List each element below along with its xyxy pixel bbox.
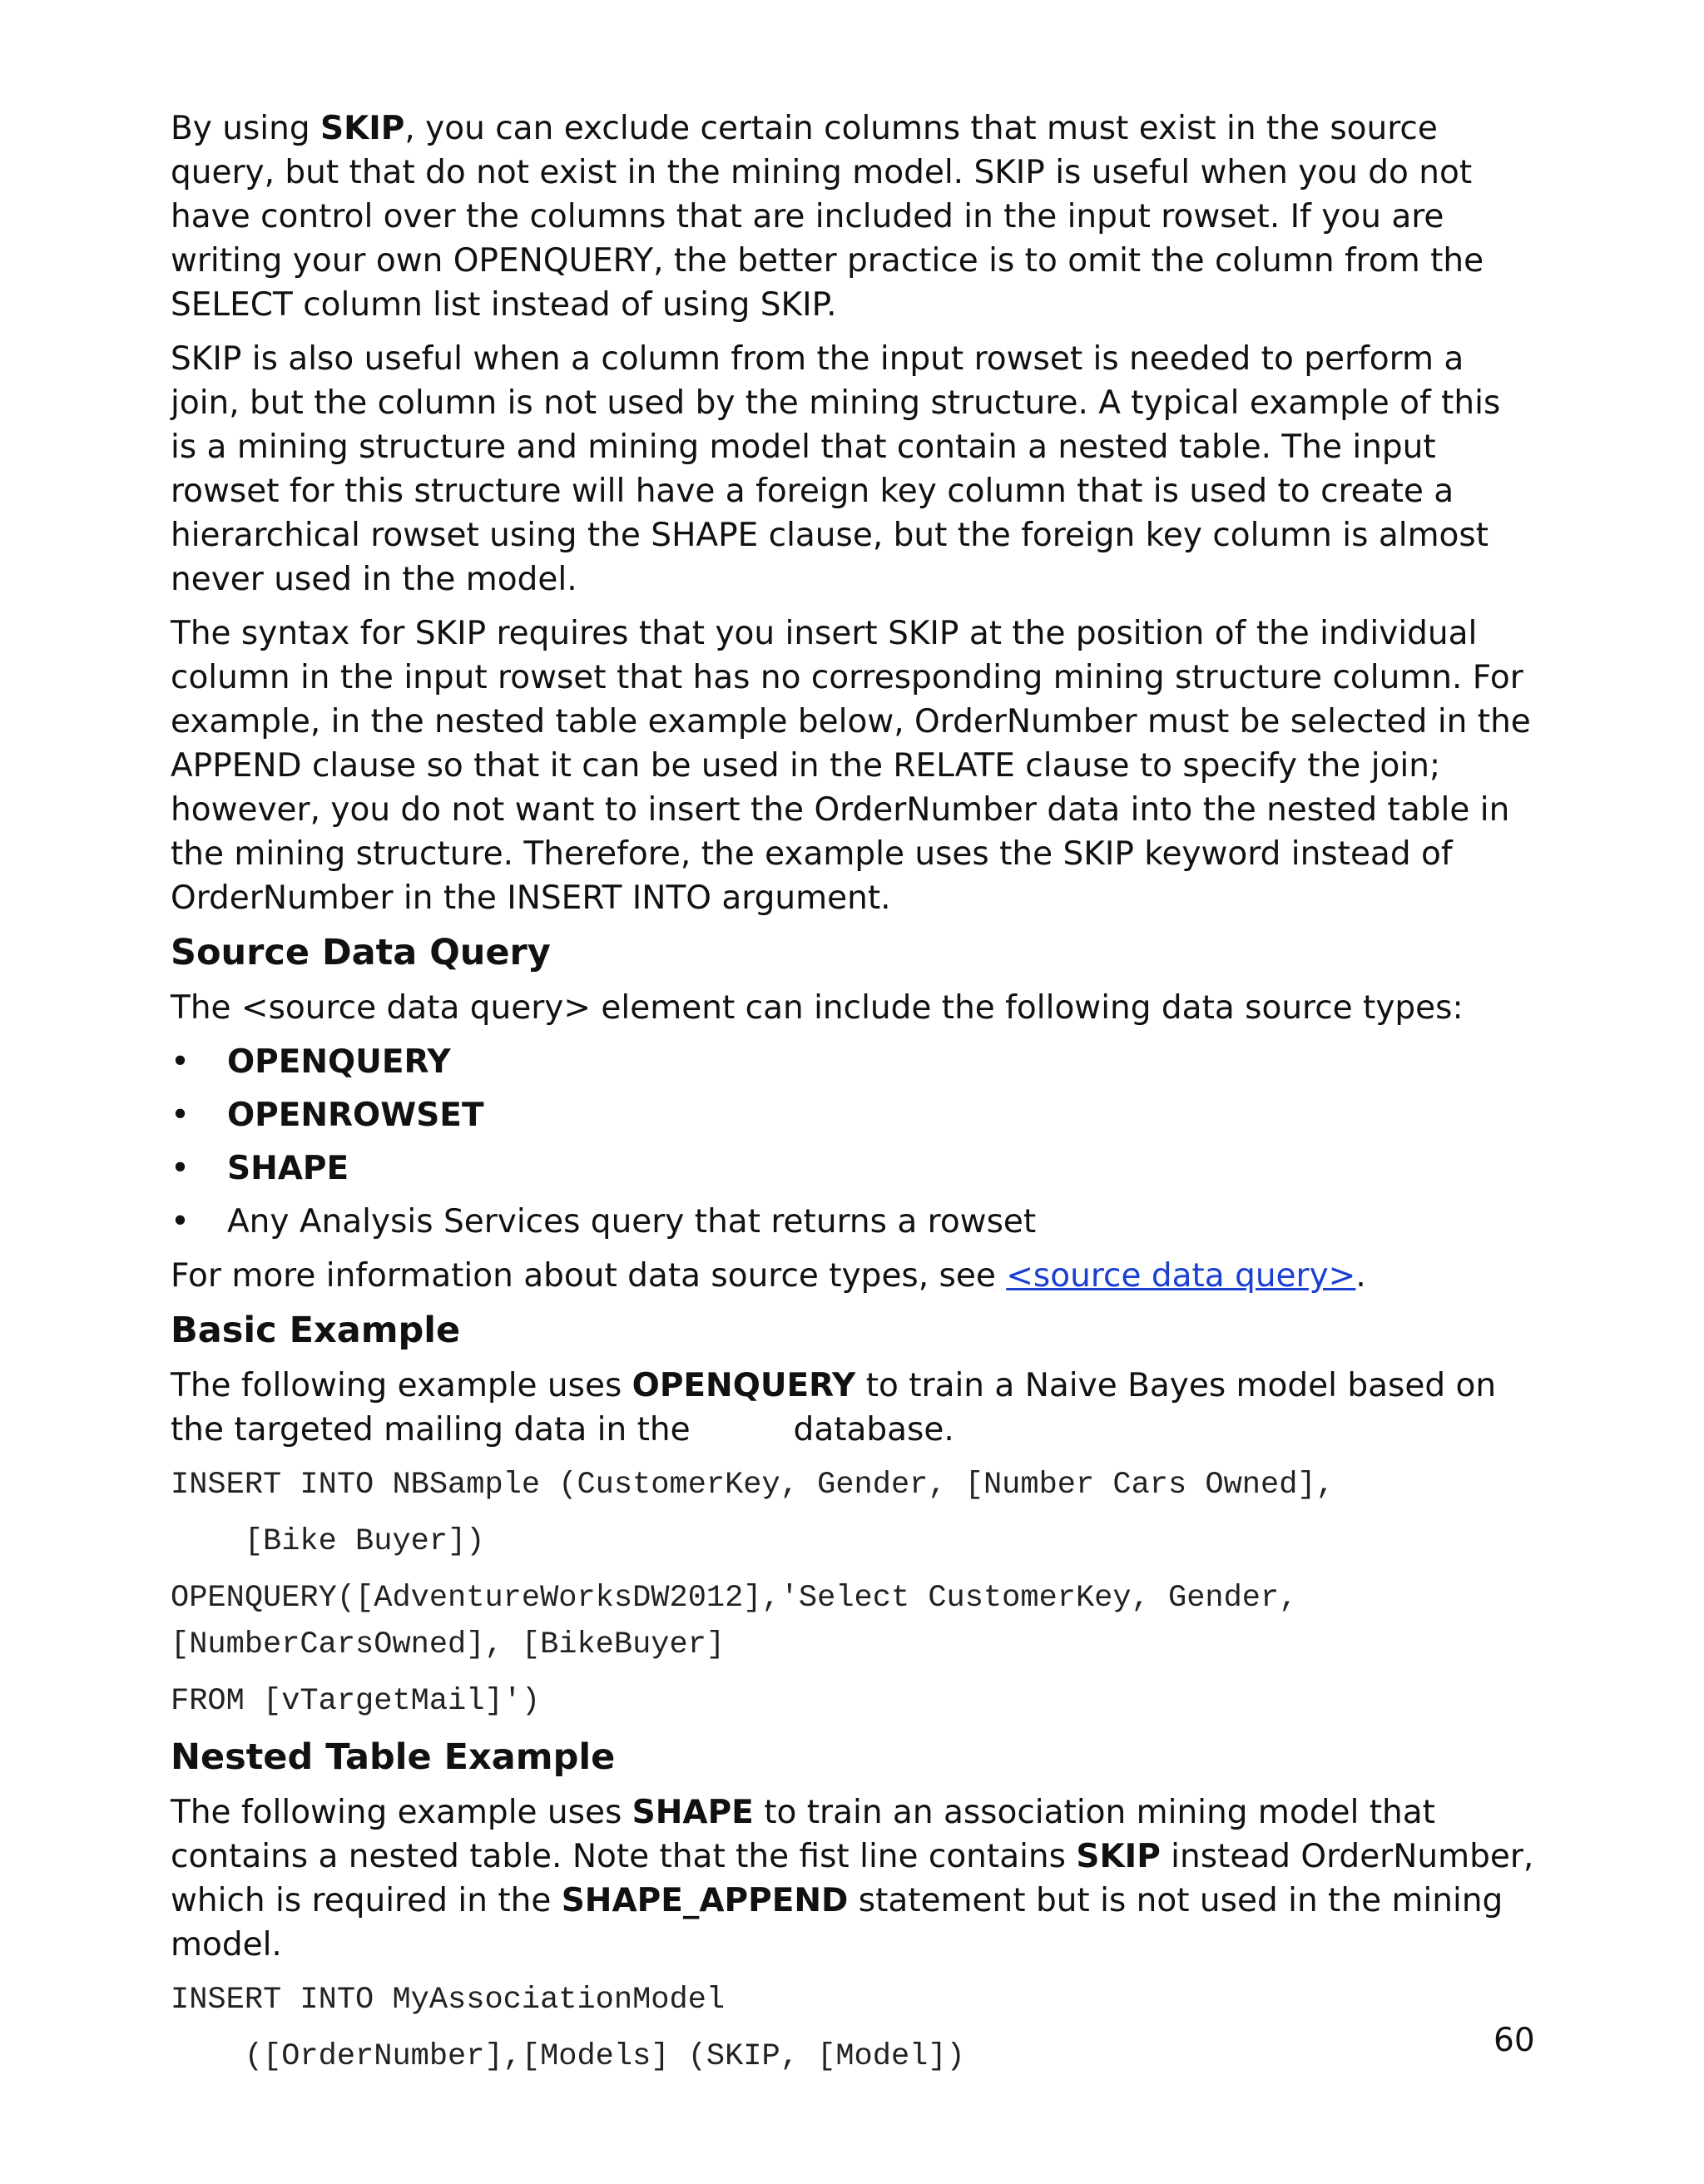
text-run: The following example uses (171, 1794, 632, 1831)
text-run: statement but is not used in the mining model. (171, 1882, 1503, 1964)
text-run: , you can exclude certain columns that must exist in the source query, but that do not exist in the mining model. SKIP is useful when you do not have control over the columns that are included in the input rowset. If you are writing your own OPENQUERY, the better practice is to omit the column from the SELECT column list instead of using SKIP. (171, 110, 1484, 324)
keyword-shape: SHAPE (632, 1794, 754, 1831)
text-run: The following example uses (171, 1367, 632, 1404)
keyword-skip: SKIP (1076, 1838, 1161, 1875)
list-item (171, 1040, 1535, 1084)
code-line: INSERT INTO MyAssociationModel (171, 1983, 726, 2018)
source-data-query-link[interactable]: <source data query> (1006, 1257, 1356, 1295)
code-line: [Bike Buyer]) (171, 1524, 485, 1559)
text-run: to train a Naive Bayes model based on the targeted mailing data in the database. (171, 1367, 1507, 1449)
bullet-icon: • (171, 1203, 191, 1241)
text-run: to train an association mining model that contains a nested table. Note that the fist line contains (171, 1794, 1435, 1875)
list-item-text: Any Analysis Services query that returns a rowset (227, 1203, 1037, 1241)
paragraph-skip-join: SKIP is also useful when a column from the input rowset is needed to perform a join, but the column is not used by the mining structure. A typical example of this is a mining structure and mining model that contain a nested table. The input rowset for this structure will have a foreign key column that is used to create a hierarchical rowset using the SHAPE clause, but the foreign key column is almost never used in the model. (171, 340, 1501, 598)
keyword-skip: SKIP (320, 110, 405, 147)
code-line: FROM [vTargetMail]') (171, 1684, 541, 1719)
text-run: For more information about data source types, see (171, 1257, 1007, 1295)
list-item (171, 1146, 1535, 1191)
list-item (171, 1200, 1535, 1244)
bullet-icon: • (171, 1043, 191, 1081)
keyword-openquery: OPENQUERY (632, 1367, 856, 1404)
page-number: 60 (1493, 2022, 1535, 2059)
code-line: ([OrderNumber],[Models] (SKIP, [Model]) (171, 2039, 965, 2074)
list-item-text: SHAPE (227, 1150, 349, 1187)
code-line: OPENQUERY([AdventureWorksDW2012],'Select CustomerKey, Gender, [NumberCarsOwned], [BikeBuyer] (171, 1581, 1298, 1662)
heading-source-data-query: Source Data Query (171, 932, 551, 973)
list-item (171, 1093, 1535, 1137)
list-item-text: OPENROWSET (227, 1097, 484, 1134)
text-run: . (1355, 1257, 1366, 1295)
text-run: instead OrderNumber, which is required in the (171, 1838, 1534, 1919)
keyword-shape-append: SHAPE_APPEND (561, 1882, 849, 1919)
data-source-list (171, 1040, 1535, 1244)
document-page (171, 106, 1535, 2090)
paragraph-basic-example (171, 1364, 1535, 1452)
list-item-text: OPENQUERY (227, 1043, 451, 1081)
bullet-icon: • (171, 1150, 191, 1187)
text-run: By using (171, 110, 320, 147)
paragraph-nested-example (171, 1790, 1535, 1967)
bullet-icon: • (171, 1097, 191, 1134)
paragraph-skip-intro (171, 106, 1535, 327)
paragraph-source-intro: The <source data query> element can include the following data source types: (171, 989, 1464, 1027)
paragraph-more-info (171, 1254, 1535, 1298)
heading-nested-table-example: Nested Table Example (171, 1736, 616, 1778)
code-line: INSERT INTO NBSample (CustomerKey, Gender, [Number Cars Owned], (171, 1468, 1335, 1503)
paragraph-skip-syntax: The syntax for SKIP requires that you insert SKIP at the position of the individual column in the input rowset that has no corresponding mining structure column. For example, in the nested table example below, OrderNumber must be selected in the APPEND clause so that it can be used in the RELATE clause to specify the join; however, you do not want to insert the OrderNumber data into the nested table in the mining structure. Therefore, the example uses the SKIP keyword instead of OrderNumber in the INSERT INTO argument. (171, 615, 1531, 917)
heading-basic-example: Basic Example (171, 1310, 461, 1351)
